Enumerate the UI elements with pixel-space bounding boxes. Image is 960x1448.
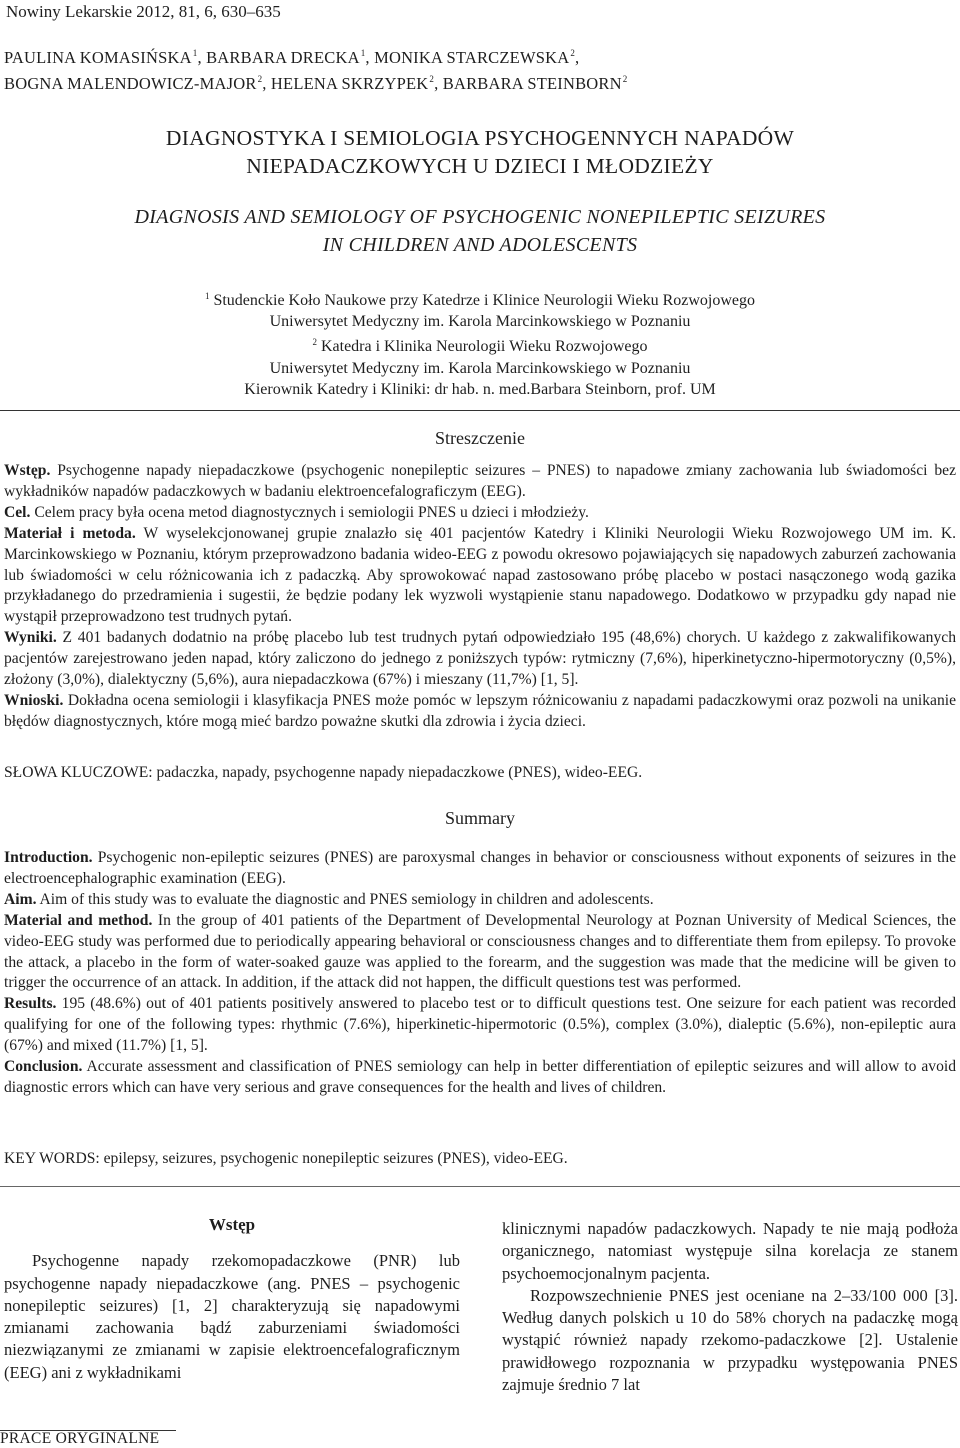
author-affiliation-mark: 1: [360, 48, 366, 58]
affiliations: [0, 286, 960, 400]
keywords-en: KEY WORDS: epilepsy, seizures, psychogenic nonepileptic seizures (PNES), video-EEG.: [4, 1150, 568, 1167]
abstract-en-conclusion: Conclusion. Accurate assessment and classification of PNES semiology can help in better differentiation of epileptic seizures and will allow to avoid diagnostic errors which can have very serious and grave consequences for the health and lives of children.: [4, 1058, 956, 1096]
summary-heading: Summary: [445, 808, 515, 828]
keywords-pl: SŁOWA KLUCZOWE: padaczka, napady, psychogenne napady niepadaczkowe (PNES), wideo-EEG.: [4, 764, 643, 781]
abstract-en-results: Results. 195 (48.6%) out of 401 patients positively answered to placebo test or to difficult questions test. One seizure for each patient was recorded qualifying for one of the following types: rhythmic (7.6%), hiperkinetic-hipermotoric (0.5%), complex (3.0%), dialeptic (5.6%), non-epileptic aura (67%) and mixed (11.7%) [1, 5].: [4, 995, 956, 1055]
author-name: BARBARA STEINBORN: [442, 74, 622, 93]
author-name: HELENA SKRZYPEK: [270, 74, 429, 93]
header-divider: [0, 410, 960, 411]
abstract-divider: [0, 1186, 960, 1187]
streszczenie-body: [4, 461, 956, 733]
author-affiliation-mark: 2: [622, 74, 628, 84]
section-title-wstep: Wstęp: [208, 1215, 256, 1234]
affiliation-2-line-2: Uniwersytet Medyczny im. Karola Marcinkowskiego w Poznaniu: [269, 359, 691, 377]
abstract-pl-metoda: Materiał i metoda. W wyselekcjonowanej grupie znalazło się 401 pacjentów Katedry i Kliniki Neurologii Wieku Rozwojowego UM im. K. Marcinkowskiego w Poznaniu, którym przeprowadzono badania wideo-EEG z powodu okresowo pojawiających się napadowych zaburzeń zachowania lub świadomości w celu różnicowania ich z padaczką. Aby sprowokować napad zastosowano próbę placebo w postaci nasączonego wodą gazika przykładanego do przedramienia i sugestii, że będzie podany lek wyzwoli wystąpienie stanu napadowego. Dodatkowo w przypadku gdy napad nie wystąpił przeprowadzono test trudnych pytań.: [4, 524, 956, 626]
author-name: BARBARA DRECKA: [206, 48, 360, 67]
body-paragraph: Rozpowszechnienie PNES jest oceniane na 2–33/100 000 [3]. Według danych polskich u 10 do 58% chorych na padaczkę mogą wystąpić również napady rzekomo-padaczkowe [2]. Ustalenie prawidłowego rozpoznania w przypadku występowania PNES zajmuje średnio 7 lat: [502, 1285, 958, 1395]
authors-line-1: PAULINA KOMASIŃSKA$^1$, BARBARA DRECKA$^1$, MONIKA STARCZEWSKA$^2$,: [4, 48, 580, 67]
body-right-column: [502, 1218, 958, 1396]
journal-citation: Nowiny Lekarskie 2012, 81, 6, 630–635: [6, 2, 281, 21]
department-head: Kierownik Katedry i Kliniki: dr hab. n. med.Barbara Steinborn, prof. UM: [244, 380, 716, 398]
author-affiliation-mark: 2: [257, 74, 263, 84]
body-paragraph: klinicznymi napadów padaczkowych. Napady te nie mają podłoża organicznego, natomiast występuje silna korelacja ze stanem psychoemocjonalnym pacjenta.: [502, 1219, 958, 1283]
author-affiliation-mark: 2: [570, 48, 576, 58]
body-left-column: [4, 1214, 460, 1384]
affiliation-1-line-2: Uniwersytet Medyczny im. Karola Marcinkowskiego w Poznaniu: [269, 313, 691, 331]
authors-line-2: BOGNA MALENDOWICZ-MAJOR$^2$, HELENA SKRZYPEK$^2$, BARBARA STEINBORN$^2$: [4, 74, 628, 93]
affiliation-2-line-1: $^2$ Katedra i Klinika Neurologii Wieku Rozwojowego: [312, 337, 648, 356]
streszczenie-heading: Streszczenie: [435, 428, 525, 448]
author-name: PAULINA KOMASIŃSKA: [4, 48, 192, 67]
article-title-line-2: NIEPADACZKOWYCH U DZIECI I MŁODZIEŻY: [246, 154, 714, 178]
abstract-pl-wyniki: Wyniki. Z 401 badanych dodatnio na próbę placebo lub test trudnych pytań odpowiedziało 195 (48,6%) chorych. U każdego z zakwalifikowanych pacjentów zarejestrowano jeden napad, który zaliczono do jednego z poniższych typów: rytmiczny (7,6%), hiperkinetyczno-hipermotoryczny (0,5%), złożony (3,0%), dialektyczny (5,6%), aura niepadaczkowa (67%) i mieszany (11,7%) [1, 5].: [4, 629, 956, 689]
author-affiliation-mark: 2: [429, 74, 435, 84]
article-title-line-1: DIAGNOSTYKA I SEMIOLOGIA PSYCHOGENNYCH NAPADÓW: [165, 126, 795, 150]
author-affiliation-mark: 1: [192, 48, 198, 58]
abstract-pl-wnioski: Wnioski. Dokładna ocena semiologii i klasyfikacja PNES może pomóc w lepszym różnicowaniu z napadami padaczkowymi oraz pozwoli na unikanie błędów diagnostycznych, które mogą mieć bardzo poważne skutki dla zdrowia i życia dzieci.: [4, 691, 956, 730]
abstract-en-introduction: Introduction. Psychogenic non-epileptic seizures (PNES) are paroxysmal changes in behavior or consciousness without exponents of seizures in the electroencephalographic examination (EEG).: [4, 849, 956, 887]
body-paragraph: Psychogenne napady rzekomopadaczkowe (PNR) lub psychogenne napady niepadaczkowe (ang. PNES – psychogenic nonepileptic seizures) [1, 2] charakteryzują się napadowymi zmianami zachowania bądź zaburzeniami świadomości niezwiązanymi ze zmianami w zapisie elektroencefalograficznym (EEG) ani z wykładnikami: [4, 1251, 460, 1382]
author-name: MONIKA STARCZEWSKA: [374, 48, 570, 67]
abstract-pl-cel: Cel. Celem pracy była ocena metod diagnostycznych i semiologii PNES u dzieci i młodzieży.: [4, 503, 589, 521]
author-name: BOGNA MALENDOWICZ-MAJOR: [4, 74, 257, 93]
abstract-en-method: Material and method. In the group of 401 patients of the Department of Developmental Neurology at Poznan University of Medical Sciences, the video-EEG study was performed due to periodically appearing behavioral or consciousness changes and to differentiate them from epilepsy. To provoke the attack, a placebo in the form of water-soaked gauze was applied to the forearm, and the suggestion was made that the medicine will be given to trigger the occurrence of an attack. In addition, if the attack did not happen, the difficult questions test was performed.: [4, 911, 956, 992]
affiliation-1-line-1: $^1$ Studenckie Koło Naukowe przy Katedrze i Klinice Neurologii Wieku Rozwojowego: [204, 291, 756, 309]
article-subtitle-line-2: IN CHILDREN AND ADOLESCENTS: [322, 234, 638, 256]
abstract-en-aim: Aim. Aim of this study was to evaluate the diagnostic and PNES semiology in children and adolescents.: [4, 890, 654, 908]
footer-section-label: PRACE ORYGINALNE: [0, 1430, 160, 1447]
abstract-pl-wstep: Wstęp. Psychogenne napady niepadaczkowe (psychogenic nonepileptic seizures – PNES) to napadowe zmiany zachowania lub świadomości bez wykładników napadów padaczkowych w badaniu elektroencefalograficzym (EEG).: [4, 462, 956, 500]
article-subtitle-line-1: DIAGNOSIS AND SEMIOLOGY OF PSYCHOGENIC NONEPILEPTIC SEIZURES: [134, 206, 826, 228]
summary-body: [4, 848, 956, 1099]
